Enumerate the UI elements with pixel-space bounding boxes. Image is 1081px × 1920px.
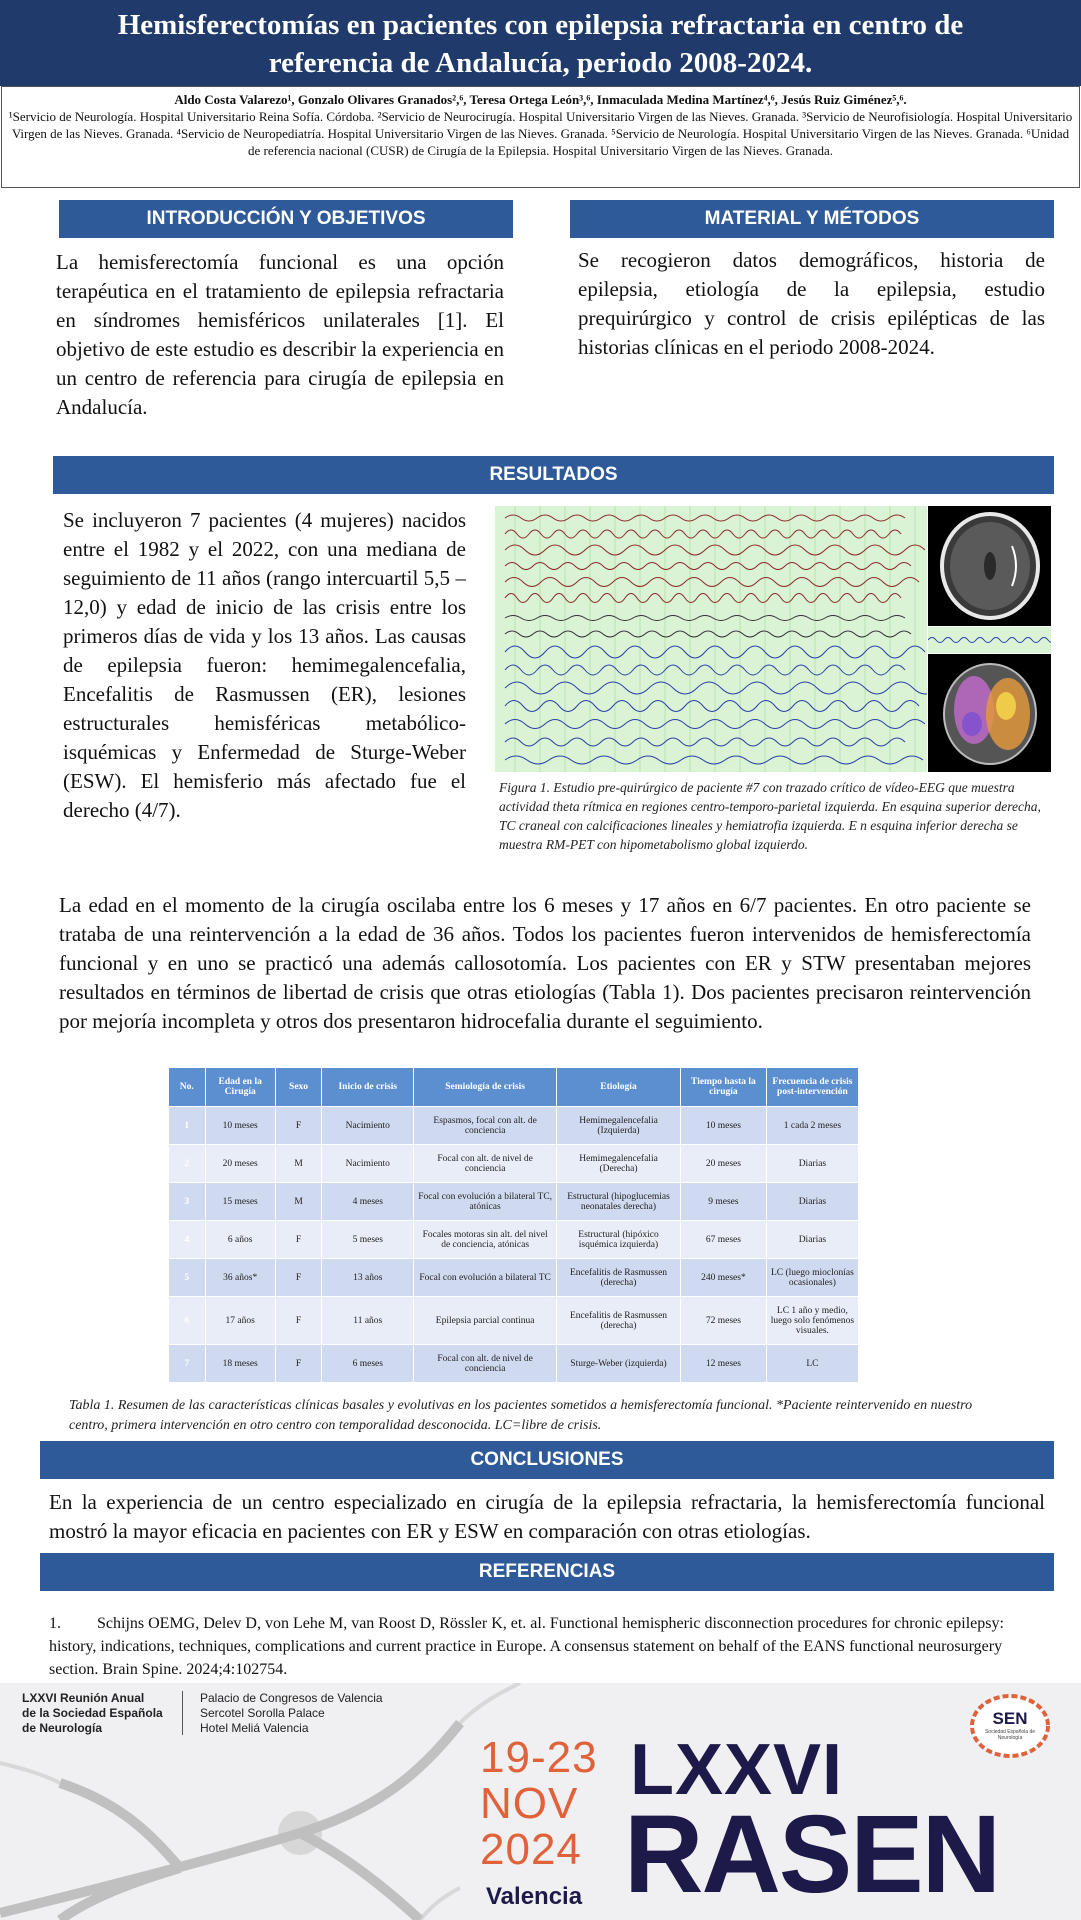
event-dates <box>480 1735 598 1873</box>
event-year: 2024 <box>480 1825 582 1874</box>
meeting-line-3: de Neurología <box>22 1721 103 1735</box>
intro-text: La hemisferectomía funcional es una opción terapéutica en el tratamiento de epilepsia refractaria en síndromes hemisféricos unilaterales [1]. El objetivo de este estudio es describir la experiencia en un centro de referencia para cirugía de epilepsia en Andalucía. <box>56 250 504 419</box>
cell: 67 meses <box>681 1221 767 1259</box>
table-row <box>169 1221 859 1259</box>
mri-pet-image <box>928 654 1051 772</box>
cell: 20 meses <box>205 1145 275 1183</box>
cell: F <box>275 1259 321 1297</box>
cell: 9 meses <box>681 1183 767 1221</box>
cell: Focales motoras sin alt. del nivel de conciencia, atónicas <box>414 1221 557 1259</box>
cell: 240 meses* <box>681 1259 767 1297</box>
cell: LC 1 año y medio, luego solo fenómenos visuales. <box>766 1297 858 1345</box>
cell: 18 meses <box>205 1345 275 1383</box>
intro-heading: INTRODUCCIÓN Y OBJETIVOS <box>59 200 513 238</box>
cell: LC (luego mioclonías ocasionales) <box>766 1259 858 1297</box>
cell: Focal con alt. de nivel de conciencia <box>414 1145 557 1183</box>
cell: 5 meses <box>322 1221 414 1259</box>
cell: 6 años <box>205 1221 275 1259</box>
cell: Diarias <box>766 1221 858 1259</box>
table-row <box>169 1345 859 1383</box>
header-frequency: Frecuencia de crisis post-intervención <box>766 1068 858 1107</box>
ct-scan-image <box>928 506 1051 626</box>
reference-item <box>49 1612 1039 1681</box>
cell: M <box>275 1145 321 1183</box>
cell: 17 años <box>205 1297 275 1345</box>
header-no: No. <box>169 1068 206 1107</box>
footer-divider <box>182 1691 183 1735</box>
cell: 20 meses <box>681 1145 767 1183</box>
cell: Focal con evolución a bilateral TC <box>414 1259 557 1297</box>
meeting-name <box>22 1691 163 1736</box>
footer-banner <box>0 1683 1081 1920</box>
title-bar <box>0 0 1081 86</box>
author-list: Aldo Costa Valarezo¹, Gonzalo Olivares Granados²,⁶, Teresa Ortega León³,⁶, Inmaculada Medina Martínez⁴,⁶, Jesús Ruiz Giménez⁵,⁶. <box>174 92 907 107</box>
cell: 6 <box>169 1297 206 1345</box>
cell: Diarias <box>766 1183 858 1221</box>
cell: Estructural (hipóxico isquémica izquierda) <box>556 1221 680 1259</box>
table-header-row <box>169 1068 859 1107</box>
results-heading: RESULTADOS <box>53 456 1054 494</box>
methods-heading: MATERIAL Y MÉTODOS <box>570 200 1054 238</box>
conclusions-heading: CONCLUSIONES <box>40 1441 1054 1479</box>
table-row <box>169 1145 859 1183</box>
event-month: NOV <box>480 1779 579 1828</box>
header-etiology: Etiología <box>556 1068 680 1107</box>
cell: 13 años <box>322 1259 414 1297</box>
cell: Diarias <box>766 1145 858 1183</box>
meeting-line-2: de la Sociedad Española <box>22 1706 163 1720</box>
event-acronym: RASEN <box>624 1793 1000 1916</box>
cell: 4 meses <box>322 1183 414 1221</box>
sen-logo <box>966 1691 1054 1761</box>
table-row <box>169 1183 859 1221</box>
table-row <box>169 1297 859 1345</box>
results-table <box>168 1067 859 1383</box>
cell: Sturge-Weber (izquierda) <box>556 1345 680 1383</box>
sen-logo-subtext: Sociedad Española de Neurología <box>984 1729 1036 1741</box>
venue-line-1: Palacio de Congresos de Valencia <box>200 1691 383 1705</box>
header-sex: Sexo <box>275 1068 321 1107</box>
cell: Nacimiento <box>322 1145 414 1183</box>
table-row <box>169 1259 859 1297</box>
cell: 4 <box>169 1221 206 1259</box>
methods-text: Se recogieron datos demográficos, historia de epilepsia, etiología de la epilepsia, estudio prequirúrgico y control de crisis epilépticas de las historias clínicas en el periodo 2008-2024. <box>578 248 1045 359</box>
reference-text: Schijns OEMG, Delev D, von Lehe M, van Roost D, Rössler K, et. al. Functional hemispheric disconnection procedures for chronic epilepsy: history, indications, techniques, complications and current practice in Europe. A consensus statement on behalf of the EANS functional neurosurgery section. Brain Spine. 2024;4:102754. <box>49 1615 1004 1678</box>
venue-line-3: Hotel Meliá Valencia <box>200 1721 309 1735</box>
cell: F <box>275 1107 321 1145</box>
eeg-strip-image <box>928 627 1051 653</box>
event-roman-number: LXXVI <box>630 1730 844 1810</box>
cell: 6 meses <box>322 1345 414 1383</box>
cell: 5 <box>169 1259 206 1297</box>
poster-title-line1: Hemisferectomías en pacientes con epilepsia refractaria en centro de <box>117 9 964 41</box>
cell: Epilepsia parcial continua <box>414 1297 557 1345</box>
cell: 10 meses <box>681 1107 767 1145</box>
cell: 7 <box>169 1345 206 1383</box>
meeting-line-1: LXXVI Reunión Anual <box>22 1691 145 1705</box>
venue-list <box>200 1691 383 1736</box>
eeg-trace-image <box>495 506 927 772</box>
cell: 15 meses <box>205 1183 275 1221</box>
cell: F <box>275 1221 321 1259</box>
poster-title-line2: referencia de Andalucía, periodo 2008-2024. <box>268 47 813 79</box>
event-days: 19-23 <box>480 1733 598 1782</box>
authors-box <box>1 86 1080 188</box>
cell: LC <box>766 1345 858 1383</box>
results-text-2: La edad en el momento de la cirugía oscilaba entre los 6 meses y 17 años en 6/7 pacientes. En otro paciente se trataba de una reintervención a la edad de 36 años. Todos los pacientes fueron intervenidos de hemisferectomía funcional y en uno se practicó una además callosotomía. Los pacientes con ER y STW presentaban mejores resultados en términos de libertad de crisis que otras etiologías (Tabla 1). Dos pacientes precisaron reintervención por mejoría incompleta y otros dos presentaron hidrocefalia durante el seguimiento. <box>59 893 1031 1033</box>
event-city: Valencia <box>486 1883 583 1910</box>
reference-number: 1. <box>49 1615 61 1632</box>
references-heading: REFERENCIAS <box>40 1553 1054 1591</box>
cell: Focal con alt. de nivel de conciencia <box>414 1345 557 1383</box>
cell: Nacimiento <box>322 1107 414 1145</box>
table-row <box>169 1107 859 1145</box>
cell: F <box>275 1297 321 1345</box>
sen-logo-text: SEN <box>992 1709 1028 1728</box>
cell: 12 meses <box>681 1345 767 1383</box>
cell: Encefalitis de Rasmussen (derecha) <box>556 1297 680 1345</box>
results-table-wrapper <box>168 1067 859 1383</box>
cell: 10 meses <box>205 1107 275 1145</box>
header-time-to-surgery: Tiempo hasta la cirugía <box>681 1068 767 1107</box>
cell: Estructural (hipoglucemias neonatales derecha) <box>556 1183 680 1221</box>
table-caption: Tabla 1. Resumen de las características clínicas basales y evolutivas en los pacientes sometidos a hemisferectomía funcional. *Paciente reintervenido en nuestro centro, primera intervención en otro centro con temporalidad desconocida. LC=libre de crisis. <box>69 1398 973 1433</box>
cell: 1 cada 2 meses <box>766 1107 858 1145</box>
cell: 2 <box>169 1145 206 1183</box>
cell: Focal con evolución a bilateral TC, atónicas <box>414 1183 557 1221</box>
affiliations: ¹Servicio de Neurología. Hospital Universitario Reina Sofía. Córdoba. ²Servicio de Neurocirugía. Hospital Universitario Virgen de las Nieves. Granada. ³Servicio de Neurofisiología. Hospital Universitario Virgen de las Nieves. Granada. ⁴Servicio de Neuropediatría. Hospital Universitario Virgen de las Nieves. Granada. ⁵Servicio de Neurología. Hospital Universitario Virgen de las Nieves. Granada. ⁶Unidad de referencia nacional (CUSR) de Cirugía de la Epilepsia. Hospital Universitario Virgen de las Nieves. Granada. <box>8 109 1073 158</box>
header-age-surgery: Edad en la Cirugía <box>205 1068 275 1107</box>
cell: M <box>275 1183 321 1221</box>
conclusions-text: En la experiencia de un centro especializado en cirugía de la epilepsia refractaria, la hemisferectomía funcional mostró la mayor eficacia en pacientes con ER y ESW en comparación con otras etiologías. <box>49 1490 1045 1543</box>
cell: 72 meses <box>681 1297 767 1345</box>
results-text-1: Se incluyeron 7 pacientes (4 mujeres) nacidos entre el 1982 y el 2022, con una mediana de seguimiento de 11 años (rango intercuartil 5,5 – 12,0) y edad de inicio de las crisis entre los primeros días de vida y los 13 años. Las causas de epilepsia fueron: hemimegalencefalia, Encefalitis de Rasmussen (ER), lesiones estructurales hemisféricas metabólico-isquémicas y Enfermedad de Sturge-Weber (ESW). El hemisferio más afectado fue el derecho (4/7). <box>63 508 466 822</box>
cell: Hemimegalencefalia (Derecha) <box>556 1145 680 1183</box>
header-semiology: Semiología de crisis <box>414 1068 557 1107</box>
cell: Encefalitis de Rasmussen (derecha) <box>556 1259 680 1297</box>
cell: 1 <box>169 1107 206 1145</box>
cell: 11 años <box>322 1297 414 1345</box>
eeg-waveforms <box>495 506 927 772</box>
cell: Hemimegalencefalia (Izquierda) <box>556 1107 680 1145</box>
cell: F <box>275 1345 321 1383</box>
header-onset: Inicio de crisis <box>322 1068 414 1107</box>
cell: 36 años* <box>205 1259 275 1297</box>
venue-line-2: Sercotel Sorolla Palace <box>200 1706 325 1720</box>
figure-caption: Figura 1. Estudio pre-quirúrgico de paciente #7 con trazado crítico de vídeo-EEG que muestra actividad theta rítmica en regiones centro-temporo-parietal izquierda. En esquina superior derecha, TC craneal con calcificaciones lineales y hemiatrofia izquierda. E n esquina inferior derecha se muestra RM-PET con hipometabolismo global izquierdo. <box>499 780 1041 852</box>
cell: 3 <box>169 1183 206 1221</box>
cell: Espasmos, focal con alt. de conciencia <box>414 1107 557 1145</box>
